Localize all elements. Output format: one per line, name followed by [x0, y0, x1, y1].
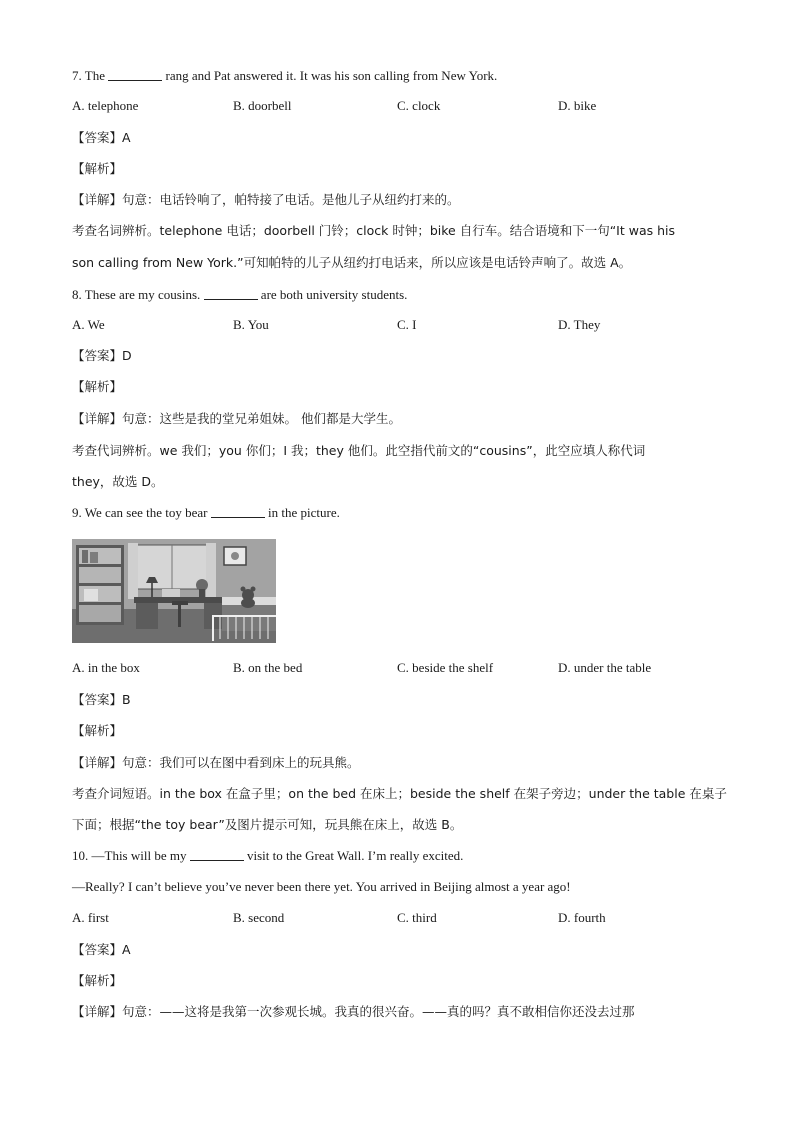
option-d: D. bike: [558, 98, 597, 113]
q10-analysis-label: 【解析】: [72, 973, 123, 988]
answer-blank: [190, 848, 244, 861]
q8-detail: 【详解】句意：这些是我的堂兄弟姐妹。 他们都是大学生。: [72, 411, 401, 426]
q8-options: [72, 317, 722, 335]
option-b: B. second: [233, 910, 285, 925]
q7-explanation-2: son calling from New York.”可知帕特的儿子从纽约打电话来，所以应该是电话铃声响了。故选 A。: [72, 255, 632, 270]
q7-analysis-label: 【解析】: [72, 161, 123, 176]
q9-explanation-2: 下面；根据“the toy bear”及图片提示可知，玩具熊在床上，故选 B。: [72, 817, 463, 832]
q8-stem: 8. These are my cousins. are both university students.: [72, 287, 408, 302]
option-b: B. You: [233, 317, 269, 332]
q9-detail: 【详解】句意：我们可以在图中看到床上的玩具熊。: [72, 755, 360, 770]
option-d: D. They: [558, 317, 601, 332]
answer-blank: [204, 287, 258, 300]
option-d: D. under the table: [558, 660, 652, 675]
option-c: C. clock: [397, 98, 441, 113]
q8-answer: 【答案】D: [72, 348, 132, 363]
option-c: C. beside the shelf: [397, 660, 494, 675]
option-a: A. telephone: [72, 98, 139, 113]
option-d: D. fourth: [558, 910, 606, 925]
q10-stem-reply: —Really? I can’t believe you’ve never been there yet. You arrived in Beijing almost a year ago!: [72, 879, 571, 894]
q9-answer: 【答案】B: [72, 692, 131, 707]
q10-options: [72, 910, 722, 928]
q8-analysis-label: 【解析】: [72, 379, 123, 394]
answer-blank: [108, 68, 162, 81]
option-a: A. We: [72, 317, 105, 332]
q7-stem: 7. The rang and Pat answered it. It was his son calling from New York.: [72, 68, 498, 83]
option-a: A. in the box: [72, 660, 140, 675]
answer-blank: [211, 505, 265, 518]
q7-answer: 【答案】A: [72, 130, 131, 145]
q10-answer: 【答案】A: [72, 942, 131, 957]
option-c: C. third: [397, 910, 437, 925]
q7-explanation-1: 考查名词辨析。telephone 电话；doorbell 门铃；clock 时钟；bike 自行车。结合语境和下一句“It was his: [72, 223, 676, 238]
q8-explanation-1: 考查代词辨析。we 我们；you 你们；I 我；they 他们。此空指代前文的“cousins”，此空应填人称代词: [72, 443, 646, 458]
option-c: C. I: [397, 317, 417, 332]
q7-options: [72, 98, 722, 116]
option-a: A. first: [72, 910, 109, 925]
bedroom-illustration: [72, 539, 276, 643]
q9-explanation-1: 考查介词短语。in the box 在盒子里；on the bed 在床上；beside the shelf 在架子旁边；under the table 在桌子: [72, 786, 727, 801]
q8-explanation-2: they，故选 D。: [72, 474, 164, 489]
q9-options: [72, 660, 722, 678]
option-b: B. doorbell: [233, 98, 292, 113]
q10-stem: 10. —This will be my visit to the Great Wall. I’m really excited.: [72, 848, 464, 863]
q9-analysis-label: 【解析】: [72, 723, 123, 738]
option-b: B. on the bed: [233, 660, 303, 675]
q9-stem: 9. We can see the toy bear in the picture.: [72, 505, 340, 520]
q10-detail: 【详解】句意：——这将是我第一次参观长城。我真的很兴奋。——真的吗？真不敢相信你还没去过那: [72, 1004, 635, 1019]
bedroom-picture: [72, 539, 276, 643]
q7-detail: 【详解】句意：电话铃响了，帕特接了电话。是他儿子从纽约打来的。: [72, 192, 460, 207]
